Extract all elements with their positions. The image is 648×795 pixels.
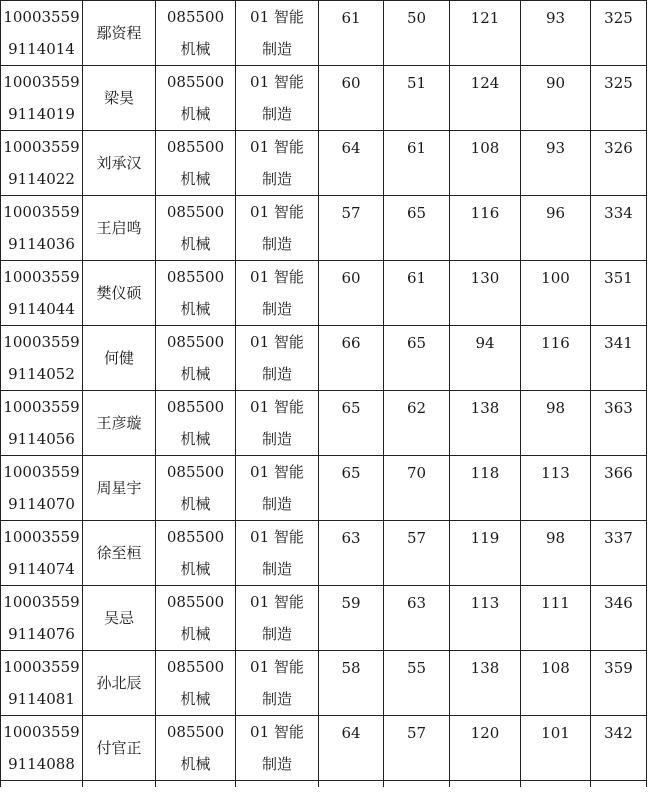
score-4: 101 [541, 724, 570, 742]
score-4: 111 [541, 594, 570, 612]
candidate-name: 樊仪硕 [96, 284, 142, 302]
score-2: 51 [406, 74, 427, 92]
score-3-cell [450, 716, 521, 781]
score-4: 100 [541, 269, 570, 287]
score-2-cell [384, 131, 450, 196]
direction-code: 01 [250, 723, 270, 741]
exam-id-line-2: 9114056 [8, 430, 75, 448]
score-1-cell [319, 196, 384, 261]
exam-id-cell [1, 716, 83, 781]
score-1: 65 [341, 464, 361, 482]
score-1: 64 [341, 724, 361, 742]
name-cell [83, 521, 156, 586]
exam-id-line-1: 10003559 [3, 528, 80, 546]
exam-id-line-1: 10003559 [3, 8, 80, 26]
total-score: 337 [604, 529, 633, 547]
score-4: 98 [545, 529, 566, 547]
score-2-cell [384, 586, 450, 651]
candidate-name: 刘承汉 [96, 154, 142, 172]
score-3-cell [450, 261, 521, 326]
score-2-cell [384, 326, 450, 391]
total-score: 359 [604, 659, 633, 677]
exam-id-cell [1, 326, 83, 391]
major-name: 机械 [180, 430, 211, 448]
score-4: 116 [541, 334, 570, 352]
exam-id-line-1: 10003559 [3, 398, 80, 416]
score-4-cell [521, 261, 591, 326]
score-2: 70 [406, 464, 427, 482]
total-cell [591, 521, 647, 586]
major-code: 085500 [166, 463, 225, 481]
exam-id-line-2: 9114074 [8, 560, 75, 578]
name-cell [83, 326, 156, 391]
direction-cell [236, 196, 319, 261]
score-3: 94 [475, 334, 495, 352]
direction-cell [236, 326, 319, 391]
total-cell [591, 716, 647, 781]
major-code: 085500 [166, 203, 225, 221]
score-2: 63 [406, 594, 427, 612]
exam-id-line-1: 10003559 [3, 593, 80, 611]
score-1-cell [319, 521, 384, 586]
score-4-cell [521, 586, 591, 651]
exam-id-line-1: 10003559 [3, 658, 80, 676]
major-name: 机械 [180, 300, 211, 318]
direction-name-part-2: 制造 [261, 40, 292, 58]
exam-id-line-1: 10003559 [3, 723, 80, 741]
major-cell [156, 66, 236, 131]
score-4: 90 [545, 74, 566, 92]
exam-id-cell [1, 521, 83, 586]
major-name: 机械 [180, 365, 211, 383]
major-name: 机械 [180, 625, 211, 643]
score-3-cell [450, 521, 521, 586]
direction-cell [236, 131, 319, 196]
score-1: 60 [341, 269, 361, 287]
candidate-name: 王启鸣 [96, 219, 142, 237]
direction-cell [236, 391, 319, 456]
score-4-cell [521, 66, 591, 131]
total-score: 363 [604, 399, 633, 417]
exam-id-cell [1, 66, 83, 131]
name-cell [83, 196, 156, 261]
total-score: 341 [604, 334, 633, 352]
name-cell [83, 261, 156, 326]
direction-code: 01 [250, 8, 270, 26]
score-1-cell [319, 456, 384, 521]
direction-line-1 [236, 131, 318, 163]
direction-line-1 [236, 586, 318, 618]
exam-id-line-2: 9114070 [8, 495, 75, 513]
total-score: 366 [604, 464, 633, 482]
direction-name-part-1: 智能 [273, 658, 304, 676]
direction-line-1 [236, 456, 318, 488]
name-cell [83, 651, 156, 716]
major-name: 机械 [180, 560, 211, 578]
exam-id-line-1: 10003559 [3, 203, 80, 221]
exam-id-cell [1, 586, 83, 651]
table-row [1, 586, 647, 651]
score-2: 61 [406, 269, 427, 287]
score-3-cell [450, 391, 521, 456]
score-1-cell [319, 391, 384, 456]
score-3: 130 [470, 269, 500, 287]
score-2: 50 [406, 9, 427, 27]
score-4: 113 [541, 464, 570, 482]
direction-name-part-1: 智能 [273, 8, 304, 26]
candidate-name: 徐至桓 [96, 544, 142, 562]
major-cell [156, 586, 236, 651]
direction-cell [236, 521, 319, 586]
direction-name-part-2: 制造 [261, 105, 292, 123]
total-cell [591, 326, 647, 391]
exam-id-cell [1, 131, 83, 196]
direction-cell [236, 456, 319, 521]
exam-id-line-2: 9114044 [8, 300, 75, 318]
direction-name-part-2: 制造 [261, 430, 292, 448]
exam-id-line-2: 9114081 [8, 690, 75, 708]
direction-name-part-2: 制造 [261, 560, 292, 578]
score-2-cell [384, 651, 450, 716]
partial-cell [156, 781, 236, 788]
name-cell [83, 66, 156, 131]
score-4: 108 [541, 659, 570, 677]
direction-cell [236, 651, 319, 716]
direction-name-part-1: 智能 [273, 528, 304, 546]
score-3-cell [450, 586, 521, 651]
direction-code: 01 [250, 528, 270, 546]
direction-name-part-2: 制造 [261, 300, 292, 318]
direction-name-part-1: 智能 [273, 268, 304, 286]
score-1: 66 [341, 334, 361, 352]
score-2-cell [384, 716, 450, 781]
name-cell [83, 716, 156, 781]
major-cell [156, 131, 236, 196]
score-1-cell [319, 261, 384, 326]
partial-cell [521, 781, 591, 788]
direction-name-part-2: 制造 [261, 170, 292, 188]
score-3-cell [450, 196, 521, 261]
score-4-cell [521, 196, 591, 261]
total-cell [591, 196, 647, 261]
score-4-cell [521, 521, 591, 586]
score-2-cell [384, 196, 450, 261]
exam-id-line-2: 9114019 [8, 105, 75, 123]
exam-id-line-2: 9114014 [8, 40, 75, 58]
score-3: 124 [470, 74, 500, 92]
score-3-cell [450, 326, 521, 391]
score-3: 121 [470, 9, 500, 27]
direction-name-part-1: 智能 [273, 723, 304, 741]
direction-name-part-1: 智能 [273, 398, 304, 416]
exam-id-line-1: 10003559 [3, 73, 80, 91]
exam-id-cell [1, 456, 83, 521]
total-cell [591, 66, 647, 131]
major-name: 机械 [180, 235, 211, 253]
score-4: 93 [545, 139, 566, 157]
major-code: 085500 [166, 333, 225, 351]
score-2: 57 [406, 529, 427, 547]
direction-name-part-1: 智能 [273, 593, 304, 611]
total-score: 334 [604, 204, 633, 222]
total-cell [591, 391, 647, 456]
major-cell [156, 196, 236, 261]
major-cell [156, 261, 236, 326]
score-1: 63 [341, 529, 361, 547]
partial-cell [384, 781, 450, 788]
score-4-cell [521, 391, 591, 456]
score-4-cell [521, 1, 591, 66]
direction-line-1 [236, 521, 318, 553]
exam-id-line-1: 10003559 [3, 333, 80, 351]
major-cell [156, 651, 236, 716]
score-1: 64 [341, 139, 361, 157]
direction-code: 01 [250, 593, 270, 611]
name-cell [83, 586, 156, 651]
direction-cell [236, 586, 319, 651]
exam-id-line-2: 9114036 [8, 235, 75, 253]
major-name: 机械 [180, 690, 211, 708]
direction-name-part-2: 制造 [261, 495, 292, 513]
major-name: 机械 [180, 755, 211, 773]
partial-cell [319, 781, 384, 788]
partial-cell [1, 781, 83, 788]
direction-cell [236, 716, 319, 781]
total-score: 346 [604, 594, 633, 612]
partial-cell [83, 781, 156, 788]
score-3: 119 [470, 529, 500, 547]
candidate-name: 梁昊 [103, 89, 134, 107]
direction-name-part-2: 制造 [261, 235, 292, 253]
direction-line-1 [236, 196, 318, 228]
table-row [1, 66, 647, 131]
score-3: 120 [470, 724, 500, 742]
candidate-name: 孙北辰 [96, 674, 142, 692]
total-cell [591, 651, 647, 716]
exam-id-line-1: 10003559 [3, 138, 80, 156]
total-score: 351 [604, 269, 633, 287]
partial-cell [450, 781, 521, 788]
score-3: 113 [470, 594, 500, 612]
score-1-cell [319, 651, 384, 716]
total-score: 342 [604, 724, 633, 742]
direction-name-part-2: 制造 [261, 690, 292, 708]
direction-name-part-1: 智能 [273, 138, 304, 156]
score-3: 138 [470, 659, 500, 677]
table-row [1, 716, 647, 781]
score-2: 65 [406, 204, 427, 222]
table-row [1, 1, 647, 66]
candidate-name: 周星宇 [96, 479, 142, 497]
name-cell [83, 131, 156, 196]
exam-id-cell [1, 651, 83, 716]
direction-code: 01 [250, 268, 270, 286]
score-3-cell [450, 456, 521, 521]
score-1: 57 [341, 204, 361, 222]
major-cell [156, 326, 236, 391]
score-2: 57 [406, 724, 427, 742]
major-code: 085500 [166, 8, 225, 26]
score-1-cell [319, 716, 384, 781]
exam-id-line-2: 9114088 [8, 755, 75, 773]
table-row [1, 326, 647, 391]
total-cell [591, 456, 647, 521]
direction-line-1 [236, 326, 318, 358]
candidate-name: 鄢资程 [96, 24, 142, 42]
major-cell [156, 391, 236, 456]
major-code: 085500 [166, 528, 225, 546]
table-body [1, 1, 647, 788]
exam-id-line-1: 10003559 [3, 463, 80, 481]
direction-code: 01 [250, 658, 270, 676]
direction-code: 01 [250, 73, 270, 91]
partial-cell [236, 781, 319, 788]
total-cell [591, 261, 647, 326]
direction-line-1 [236, 1, 318, 33]
score-2-cell [384, 66, 450, 131]
score-1: 58 [341, 659, 361, 677]
major-name: 机械 [180, 170, 211, 188]
direction-cell [236, 1, 319, 66]
candidate-name: 吴忌 [103, 609, 134, 627]
score-2: 61 [406, 139, 427, 157]
exam-id-line-2: 9114022 [8, 170, 75, 188]
score-4-cell [521, 716, 591, 781]
score-4: 96 [545, 204, 566, 222]
table-row [1, 456, 647, 521]
total-cell [591, 131, 647, 196]
candidate-name: 付官正 [96, 739, 142, 757]
direction-line-1 [236, 261, 318, 293]
score-1: 65 [341, 399, 361, 417]
score-1: 61 [341, 9, 361, 27]
table-row [1, 651, 647, 716]
total-score: 326 [604, 139, 633, 157]
score-4: 98 [545, 399, 566, 417]
major-code: 085500 [166, 73, 225, 91]
score-3: 138 [470, 399, 500, 417]
direction-line-1 [236, 66, 318, 98]
score-4-cell [521, 456, 591, 521]
major-code: 085500 [166, 268, 225, 286]
exam-id-cell [1, 261, 83, 326]
score-1-cell [319, 1, 384, 66]
score-2-cell [384, 261, 450, 326]
score-2-cell [384, 1, 450, 66]
total-score: 325 [604, 9, 633, 27]
score-2: 55 [406, 659, 427, 677]
score-3-cell [450, 66, 521, 131]
direction-name-part-2: 制造 [261, 365, 292, 383]
score-2-cell [384, 456, 450, 521]
direction-line-1 [236, 716, 318, 748]
major-cell [156, 456, 236, 521]
exam-id-line-1: 10003559 [3, 268, 80, 286]
major-cell [156, 521, 236, 586]
score-2-cell [384, 391, 450, 456]
table-row [1, 196, 647, 261]
major-code: 085500 [166, 138, 225, 156]
direction-code: 01 [250, 203, 270, 221]
score-2: 65 [406, 334, 427, 352]
score-1-cell [319, 131, 384, 196]
score-1-cell [319, 326, 384, 391]
score-2: 62 [406, 399, 427, 417]
direction-code: 01 [250, 398, 270, 416]
score-3: 116 [470, 204, 500, 222]
exam-id-cell [1, 1, 83, 66]
score-4-cell [521, 651, 591, 716]
table-row [1, 131, 647, 196]
direction-line-1 [236, 391, 318, 423]
score-2-cell [384, 521, 450, 586]
major-cell [156, 716, 236, 781]
direction-line-1 [236, 651, 318, 683]
score-1: 59 [341, 594, 361, 612]
score-4-cell [521, 326, 591, 391]
direction-code: 01 [250, 333, 270, 351]
score-3-cell [450, 651, 521, 716]
score-4-cell [521, 131, 591, 196]
major-code: 085500 [166, 593, 225, 611]
exam-id-line-2: 9114076 [8, 625, 75, 643]
score-1-cell [319, 66, 384, 131]
next-row-edge [1, 781, 647, 788]
score-3-cell [450, 131, 521, 196]
score-4: 93 [545, 9, 566, 27]
direction-name-part-1: 智能 [273, 73, 304, 91]
score-1: 60 [341, 74, 361, 92]
major-code: 085500 [166, 658, 225, 676]
partial-cell [591, 781, 647, 788]
score-3: 108 [470, 139, 500, 157]
major-name: 机械 [180, 105, 211, 123]
table-row [1, 521, 647, 586]
candidate-name: 何健 [103, 349, 134, 367]
major-name: 机械 [180, 495, 211, 513]
exam-id-cell [1, 196, 83, 261]
table-row [1, 261, 647, 326]
score-3: 118 [470, 464, 500, 482]
total-score: 325 [604, 74, 633, 92]
direction-name-part-1: 智能 [273, 203, 304, 221]
candidate-name: 王彦璇 [96, 414, 142, 432]
name-cell [83, 456, 156, 521]
name-cell [83, 391, 156, 456]
name-cell [83, 1, 156, 66]
exam-id-cell [1, 391, 83, 456]
exam-id-line-2: 9114052 [8, 365, 75, 383]
major-code: 085500 [166, 723, 225, 741]
table-row [1, 391, 647, 456]
total-cell [591, 1, 647, 66]
score-3-cell [450, 1, 521, 66]
direction-name-part-1: 智能 [273, 463, 304, 481]
direction-cell [236, 66, 319, 131]
direction-name-part-1: 智能 [273, 333, 304, 351]
direction-code: 01 [250, 138, 270, 156]
major-code: 085500 [166, 398, 225, 416]
direction-name-part-2: 制造 [261, 755, 292, 773]
score-1-cell [319, 586, 384, 651]
direction-name-part-2: 制造 [261, 625, 292, 643]
direction-code: 01 [250, 463, 270, 481]
total-cell [591, 586, 647, 651]
major-name: 机械 [180, 40, 211, 58]
direction-cell [236, 261, 319, 326]
major-cell [156, 1, 236, 66]
